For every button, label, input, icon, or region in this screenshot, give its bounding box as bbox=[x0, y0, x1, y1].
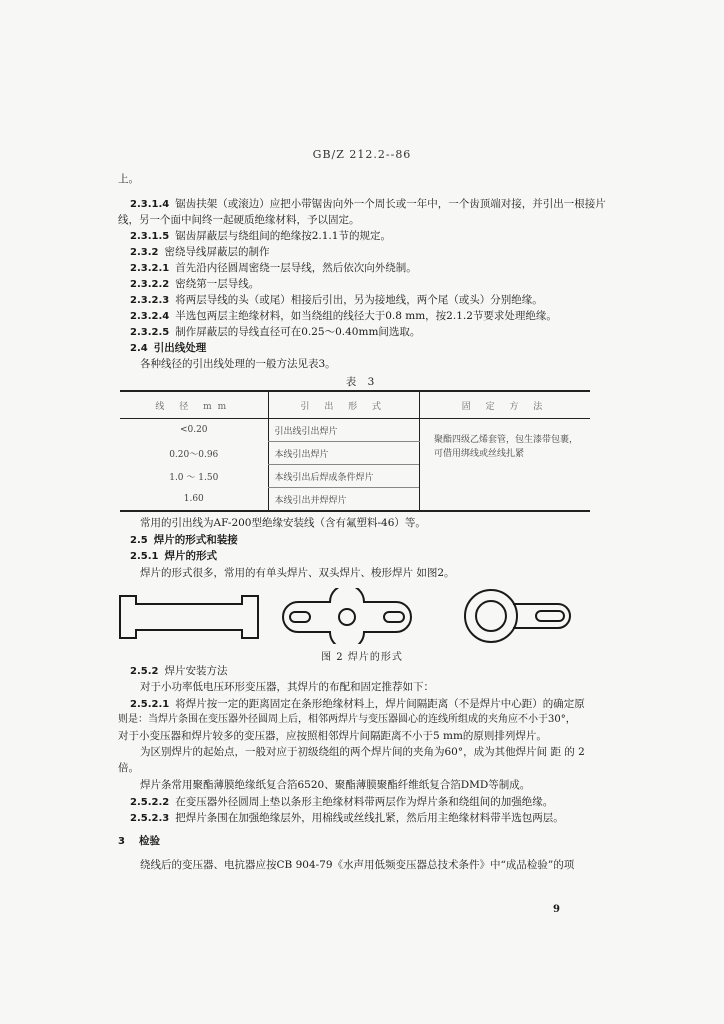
text-line bbox=[130, 309, 557, 324]
fixing-method-cell bbox=[420, 419, 591, 512]
section-number: 2.3.1.5 bbox=[130, 231, 170, 242]
line-text: 各种线径的引出线处理的一般方法见表3。 bbox=[140, 358, 336, 370]
lead-wire-table bbox=[120, 390, 590, 512]
line-text: 在变压器外径圆周上垫以条形主绝缘材料带两层作为焊片条和绕组间的加强绝缘。 bbox=[175, 796, 554, 808]
table-row bbox=[120, 419, 590, 442]
line-text: 焊片条常用聚酯薄膜绝缘纸复合箔6520、聚酯薄膜聚酯纤维纸复合箔DMD等制成。 bbox=[140, 779, 531, 791]
text-line bbox=[130, 277, 259, 292]
text-line bbox=[130, 325, 420, 340]
section-number: 2.5.2.2 bbox=[130, 797, 170, 808]
table-cell: <0.20 bbox=[179, 425, 208, 436]
line-text: 上。 bbox=[118, 173, 139, 185]
heading-text: 焊片的形式 bbox=[164, 550, 217, 562]
line-text: 对于小变压器和焊片较多的变压器，应按照相邻焊片间隔距离不小于5 mm的原则排列焊片。 bbox=[118, 730, 547, 742]
table-header-row bbox=[120, 391, 590, 419]
text-line bbox=[118, 761, 139, 775]
table-cell: 1.0 ～ 1.50 bbox=[169, 472, 219, 483]
text-line bbox=[130, 245, 269, 260]
section-heading bbox=[118, 834, 160, 849]
text-line bbox=[118, 172, 139, 186]
section-number: 2.3.2.5 bbox=[130, 327, 170, 338]
section-heading bbox=[130, 533, 238, 548]
section-number: 2.3.2 bbox=[130, 247, 159, 258]
table-cell: 本线引出后焊成条件焊片 bbox=[268, 465, 419, 488]
text-line bbox=[118, 713, 576, 727]
double-head-lug-drawing bbox=[283, 588, 411, 644]
line-text: 线，另一个面中间终一起硬质绝缘材料，予以固定。 bbox=[118, 214, 360, 226]
line-text: 对于小功率低电压环形变压器，其焊片的布配和固定推荐如下： bbox=[140, 681, 434, 693]
line-text: 则是：当焊片条围在变压器外径圆周上后，相邻两焊片与变压器圆心的连线所组成的夹角应不小于30°， bbox=[118, 714, 576, 725]
section-number: 2.3.2.4 bbox=[130, 311, 170, 322]
heading-text: 焊片的形式和装接 bbox=[153, 534, 238, 546]
text-line bbox=[130, 229, 391, 244]
section-number: 2.3.2.1 bbox=[130, 263, 170, 274]
text-line bbox=[118, 213, 360, 227]
section-number: 2.4 bbox=[130, 343, 148, 354]
table-cell: 本线引出并焊焊片 bbox=[268, 488, 419, 512]
text-line bbox=[130, 697, 585, 712]
section-heading bbox=[130, 341, 206, 356]
table-cell: 本线引出焊片 bbox=[268, 442, 419, 465]
line-text: 密绕导线屏蔽层的制作 bbox=[164, 246, 270, 258]
page-number: 9 bbox=[553, 904, 560, 915]
text-line bbox=[130, 261, 417, 276]
line-text: 为区别焊片的起始点，一般对应于初级绕组的两个焊片间的夹角为60°，成为其他焊片间 距 的 2 bbox=[140, 746, 585, 758]
text-line bbox=[130, 811, 564, 826]
section-number: 2.3.2.2 bbox=[130, 279, 170, 290]
fixing-method-text: 聚酯四级乙烯套管，包生漆带包裹，可借用绑线或丝线扎紧 bbox=[434, 435, 579, 459]
text-line bbox=[140, 516, 426, 530]
figure-caption: 图 2 焊片的形式 bbox=[321, 652, 403, 663]
line-text: 常用的引出线为AF-200型绝缘安装线（含有氟塑料-46）等。 bbox=[140, 517, 426, 529]
line-text: 把焊片条围在加强绝缘层外，用棉线或丝线扎紧，然后用主绝缘材料带半选包两层。 bbox=[175, 812, 564, 824]
text-line bbox=[140, 680, 434, 694]
text-line bbox=[118, 729, 547, 743]
column-header: 线 径 mm bbox=[155, 401, 233, 412]
single-head-lug-drawing bbox=[120, 596, 258, 638]
section-number: 2.5 bbox=[130, 535, 148, 546]
heading-text: 检验 bbox=[138, 835, 160, 847]
column-header: 引 出 形 式 bbox=[268, 391, 419, 419]
line-text: 制作屏蔽层的导线直径可在0.25～0.40mm间选取。 bbox=[175, 326, 421, 338]
column-header: 固 定 方 法 bbox=[420, 391, 591, 419]
table-cell: 1.60 bbox=[183, 493, 204, 504]
heading-text: 焊片安装方法 bbox=[164, 665, 228, 677]
line-text: 将两层导线的头（或尾）相接后引出，另为接地线，两个尾（或头）分别绝缘。 bbox=[175, 294, 543, 306]
line-text: 密绕第一层导线。 bbox=[175, 278, 260, 290]
heading-text: 引出线处理 bbox=[153, 342, 207, 354]
standard-code-header: GB/Z 212.2--86 bbox=[312, 148, 412, 161]
section-heading bbox=[130, 549, 217, 564]
section-number: 3 bbox=[118, 836, 125, 847]
line-text: 绕线后的变压器、电抗器应按CB 904-79《水声用低频变压器总技术条件》中“成品检验”的项 bbox=[140, 859, 575, 871]
line-text: 将焊片按一定的距离固定在条形绝缘材料上，焊片间隔距离（不是焊片中心距）的确定原 bbox=[175, 698, 585, 710]
section-number: 2.3.2.3 bbox=[130, 295, 170, 306]
text-line bbox=[140, 778, 530, 792]
section-number: 2.5.2 bbox=[130, 666, 159, 677]
section-number: 2.5.2.1 bbox=[130, 699, 170, 710]
text-line bbox=[140, 566, 455, 580]
table-cell: 引出线引出焊片 bbox=[268, 419, 419, 442]
text-line bbox=[130, 197, 606, 212]
line-text: 半选包两层主绝缘材料，如当绕组的线径大于0.8 mm，按2.1.2节要求处理绝缘。 bbox=[175, 310, 557, 322]
line-text: 首先沿内径圆周密绕一层导线，然后依次向外绕制。 bbox=[175, 262, 417, 274]
text-line bbox=[140, 858, 574, 872]
table-title: 表 3 bbox=[345, 376, 379, 388]
section-number: 2.3.1.4 bbox=[130, 199, 170, 210]
table-cell: 0.20～0.96 bbox=[169, 449, 219, 460]
text-line bbox=[130, 293, 543, 308]
line-text: 锯齿扶架（或滚边）应把小带锯齿向外一个周长或一年中，一个齿顶端对接，并引出一根接片 bbox=[175, 198, 606, 210]
text-line bbox=[140, 745, 585, 759]
section-number: 2.5.1 bbox=[130, 551, 159, 562]
line-text: 焊片的形式很多，常用的有单头焊片、双头焊片、梭形焊片 如图2。 bbox=[140, 567, 455, 579]
line-text: 倍。 bbox=[118, 762, 139, 774]
text-line bbox=[130, 795, 553, 810]
shuttle-lug-drawing bbox=[465, 590, 570, 642]
section-heading bbox=[130, 664, 227, 679]
text-line bbox=[140, 357, 336, 371]
section-number: 2.5.2.3 bbox=[130, 813, 170, 824]
line-text: 锯齿屏蔽层与绕组间的绝缘按2.1.1节的规定。 bbox=[175, 230, 391, 242]
solder-lug-figure bbox=[118, 588, 588, 644]
